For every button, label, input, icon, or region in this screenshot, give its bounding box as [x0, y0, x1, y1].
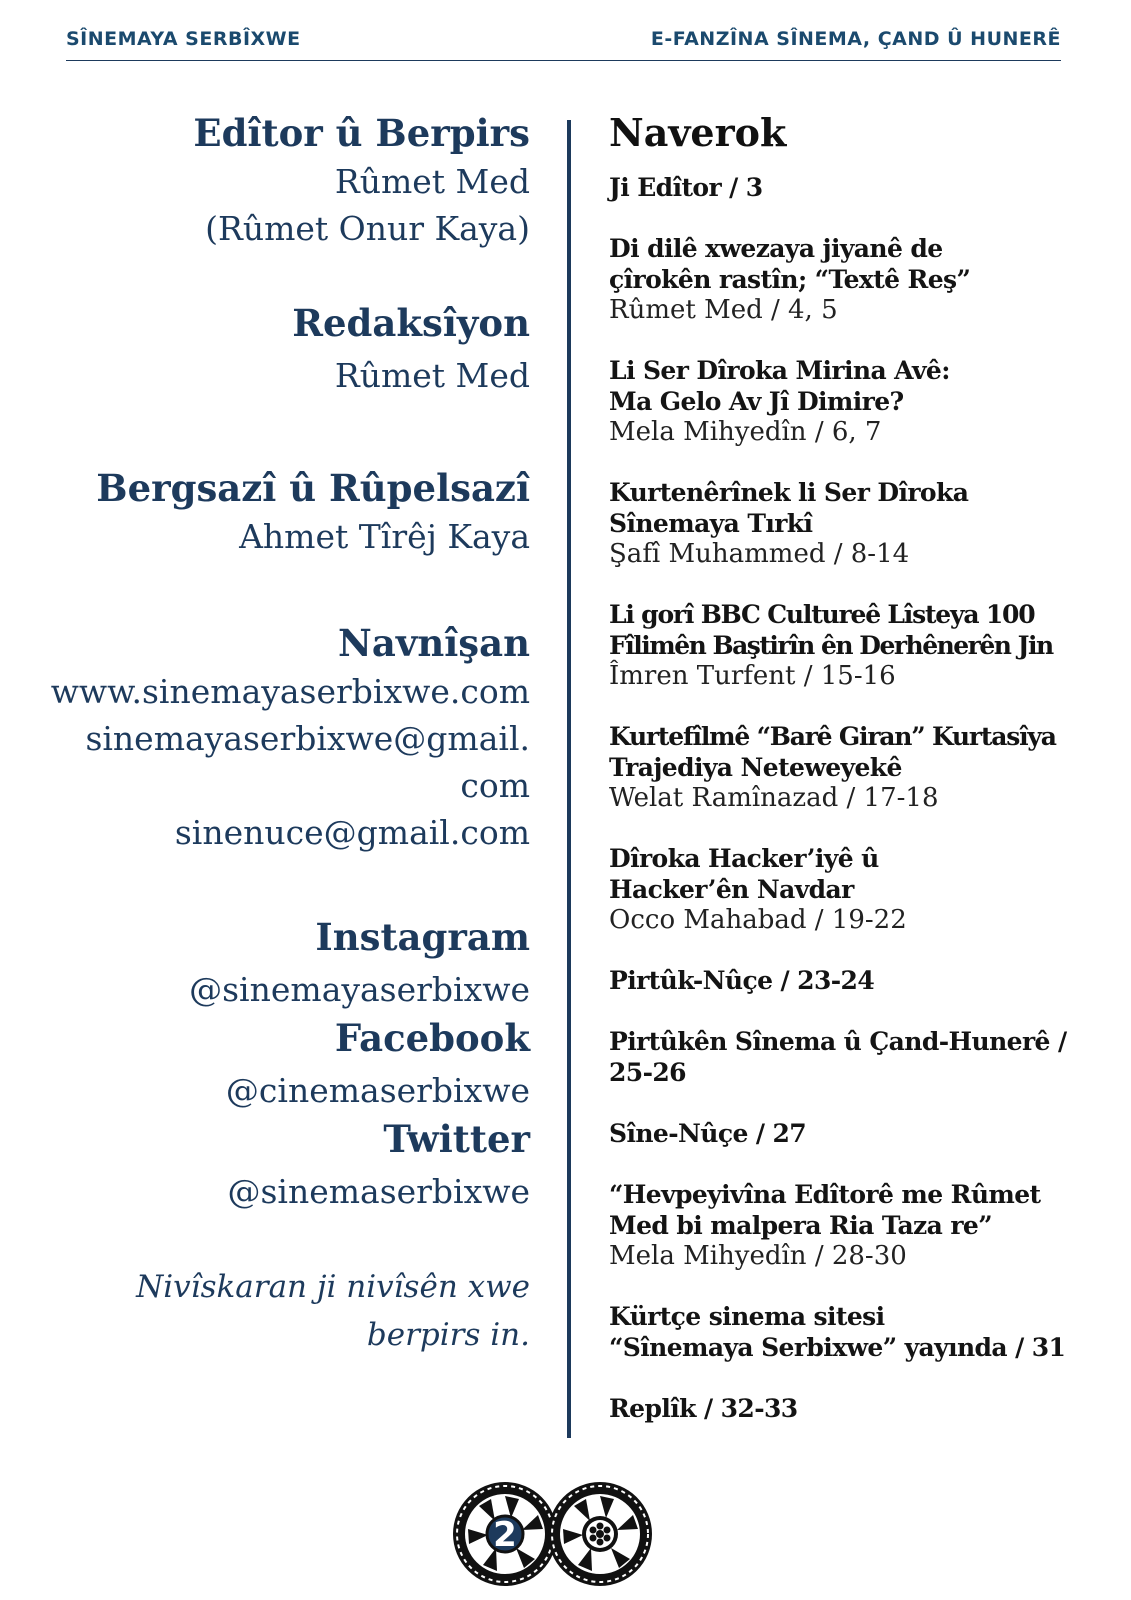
credits-facebook [40, 1013, 530, 1114]
toc-item-title: Dîroka Hacker’iyê û [609, 844, 879, 873]
toc-item[interactable] [609, 233, 1109, 325]
toc-item[interactable] [609, 172, 1109, 203]
facebook-handle[interactable]: @cinemaserbixwe [225, 1071, 530, 1110]
credits-heading: Edîtor û Berpirs [193, 111, 530, 155]
credits-address [40, 618, 530, 856]
toc-item[interactable] [609, 1393, 1109, 1424]
credits-editor [40, 108, 530, 252]
toc-item-title: Li Ser Dîroka Mirina Avê: [609, 356, 950, 385]
credits-line: (Rûmet Onur Kaya) [205, 209, 530, 248]
toc-item[interactable] [609, 355, 1109, 447]
credits-line: Rûmet Med [334, 162, 530, 201]
credits-twitter [40, 1114, 530, 1215]
credits-heading: Instagram [315, 915, 530, 959]
page-number: 2 [493, 1515, 517, 1555]
toc-item-title: Hacker’ên Navdar [609, 875, 854, 904]
website-link[interactable]: www.sinemayaserbixwe.com [50, 672, 530, 711]
email-link[interactable]: sinemayaserbixwe@gmail. [85, 719, 530, 758]
magazine-subtitle: E-FANZÎNA SÎNEMA, ÇAND Û HUNERÊ [650, 28, 1061, 50]
credits-column [40, 108, 530, 1359]
toc-item[interactable] [609, 599, 1109, 691]
toc-item-title: “Sînemaya Serbixwe” yayında / 31 [609, 1333, 1066, 1362]
column-divider [567, 120, 571, 1438]
twitter-handle[interactable]: @sinemaserbixwe [227, 1172, 530, 1211]
responsibility-note: Nivîskaran ji nivîsên xwe berpirs in. [136, 1269, 530, 1353]
toc-item[interactable] [609, 1179, 1109, 1271]
credits-heading: Twitter [383, 1117, 530, 1161]
contents-column [609, 108, 1109, 1454]
toc-item-title: Replîk / 32-33 [609, 1394, 798, 1423]
toc-item-title: Med bi malpera Ria Taza re” [609, 1211, 992, 1240]
toc-item-title: Trajediya Neteweyekê [609, 753, 902, 782]
credits-heading: Redaksîyon [292, 301, 530, 345]
toc-item-title: 25-26 [609, 1058, 686, 1087]
toc-item-title: Fîlimên Baştirîn ên Derhênerên Jin [609, 631, 1053, 660]
toc-item-title: Sîne-Nûçe / 27 [609, 1119, 807, 1148]
toc-item-title: Ji Edîtor / 3 [609, 173, 763, 202]
toc-item-title: Sînemaya Tırkî [609, 509, 813, 538]
toc-item-title: Ma Gelo Av Jî Dimire? [609, 387, 904, 416]
toc-item-author: Welat Ramînazad / 17-18 [609, 783, 939, 813]
credits-redaction [40, 298, 530, 399]
toc-item-author: Îmren Turfent / 15-16 [609, 661, 896, 691]
credits-line: Rûmet Med [334, 356, 530, 395]
credits-heading: Navnîşan [338, 621, 530, 665]
credits-heading: Bergsazî û Rûpelsazî [96, 466, 530, 510]
credits-design [40, 463, 530, 560]
email-link-cont[interactable]: com [460, 766, 530, 805]
email-link-secondary[interactable]: sinenuce@gmail.com [174, 813, 530, 852]
toc-item-title: Pirtûkên Sînema û Çand-Hunerê / [609, 1027, 1067, 1056]
toc-item-title: Li gorî BBC Cultureê Lîsteya 100 [609, 600, 1035, 629]
toc-item-author: Occo Mahabad / 19-22 [609, 905, 907, 935]
credits-line: Ahmet Tîrêj Kaya [239, 517, 530, 556]
toc-item[interactable] [609, 721, 1109, 813]
magazine-name: SÎNEMAYA SERBÎXWE [66, 28, 301, 50]
film-reel-icon [453, 1478, 653, 1590]
toc-item-author: Şafî Muhammed / 8-14 [609, 539, 910, 569]
toc-item-title: Di dilê xwezaya jiyanê de [609, 234, 943, 263]
toc-item-author: Rûmet Med / 4, 5 [609, 295, 838, 325]
toc-item[interactable] [609, 965, 1109, 996]
contents-title: Naverok [609, 110, 787, 155]
toc-item-title: Pirtûk-Nûçe / 23-24 [609, 966, 875, 995]
toc-item[interactable] [609, 477, 1109, 569]
credits-heading: Facebook [334, 1016, 530, 1060]
toc-item[interactable] [609, 1026, 1109, 1088]
toc-item-title: Kurtenêrînek li Ser Dîroka [609, 478, 969, 507]
page-footer [453, 1478, 653, 1590]
instagram-handle[interactable]: @sinemayaserbixwe [189, 970, 530, 1009]
page-header [66, 22, 1061, 61]
toc-item[interactable] [609, 1118, 1109, 1149]
toc-item-title: çîrokên rastîn; “Textê Reş” [609, 265, 971, 294]
toc-item-title: Kurtefîlmê “Barê Giran” Kurtasîya [609, 722, 1056, 751]
toc-item-author: Mela Mihyedîn / 6, 7 [609, 417, 882, 447]
toc-item-title: Kürtçe sinema sitesi [609, 1302, 885, 1331]
toc-item[interactable] [609, 843, 1109, 935]
toc-item-title: “Hevpeyivîna Edîtorê me Rûmet [609, 1180, 1041, 1209]
credits-instagram [40, 912, 530, 1013]
toc-item[interactable] [609, 1301, 1109, 1363]
toc-item-author: Mela Mihyedîn / 28-30 [609, 1241, 907, 1271]
